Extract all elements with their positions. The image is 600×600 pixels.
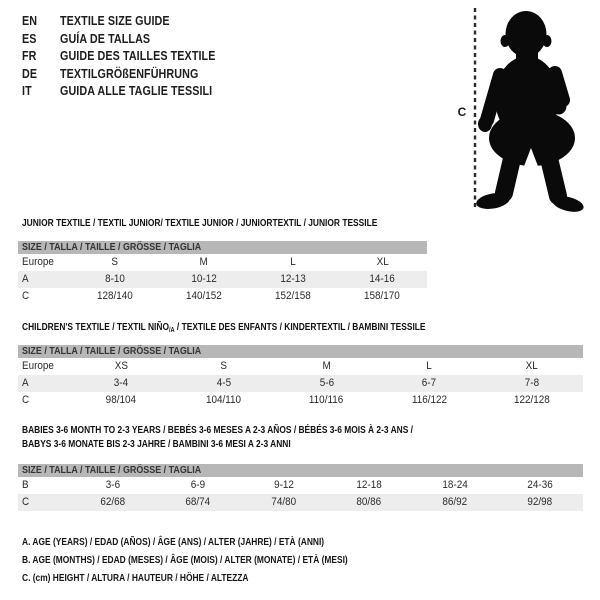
language-code [22,13,60,31]
size-value-cell [338,271,427,288]
section-title-line [22,321,583,335]
language-code-text: ES [22,31,37,46]
size-value-text: 10-12 [191,273,217,285]
size-value-cell [480,392,583,409]
size-value-text: 4-5 [216,377,232,389]
row-label [18,392,70,409]
section-title-text [22,321,426,338]
title-part: CHILDREN'S TEXTILE / TEXTIL NIÑO [22,321,169,333]
size-value-cell [498,477,584,494]
legend-line-text: A. AGE (YEARS) / EDAD (AÑOS) / ÂGE (ANS) / ALTER (JAHRE) / ETÀ (ANNI) [22,536,325,548]
size-value-text: 12-18 [356,479,382,491]
size-value-cell [249,288,338,305]
guide-title-text [60,83,241,101]
row-label [18,375,70,392]
size-value-cell [70,477,156,494]
table-row-c [18,392,583,409]
row-label-text: Europe [22,256,54,268]
legend-line-text: C. (cm) HEIGHT / ALTURA / HAUTEUR / HÖHE / ALTEZZA [22,572,249,584]
language-code [22,31,60,49]
size-value-cell [327,494,413,511]
size-value-text: 86/92 [442,496,468,508]
section-title-line [22,424,583,438]
guide-title-text [60,48,241,66]
size-value-cell [70,288,159,305]
row-label [18,254,70,271]
row-label-text: A [22,273,29,285]
measurement-legend [22,533,429,587]
row-label [18,494,70,511]
size-value-cell [412,494,498,511]
size-value-text: 92/98 [527,496,553,508]
size-value-cell [480,375,583,392]
size-value-cell [378,358,481,375]
row-label-text: B [22,479,29,491]
size-value-cell [338,254,427,271]
size-value-text: 98/104 [106,394,137,406]
size-table [18,464,583,511]
size-table [18,345,583,409]
guide-title-inner: TEXTILE SIZE GUIDE [60,14,170,28]
size-value-text: 68/74 [185,496,211,508]
size-value-cell [159,271,248,288]
size-header-text: SIZE / TALLA / TAILLE / GRÖSSE / TAGLIA [22,345,202,357]
size-header-band [18,241,427,254]
size-value-text: 9-12 [273,479,294,491]
size-value-text: 24-36 [527,479,553,491]
size-value-cell [70,254,159,271]
language-code [22,66,60,84]
language-code-text: EN [22,14,38,28]
size-value-cell [275,375,378,392]
size-value-cell [70,271,159,288]
language-code-text: FR [22,49,37,63]
section-children [18,321,583,409]
size-value-cell [156,477,242,494]
size-value-cell [338,288,427,305]
size-value-text: 122/128 [513,394,550,406]
size-value-text: 12-13 [280,273,306,285]
language-row [22,31,241,49]
size-value-text: M [199,256,208,268]
size-value-cell [173,392,276,409]
size-value-cell [241,477,327,494]
size-value-cell [70,375,173,392]
size-value-text: 3-4 [114,377,129,389]
guide-title-text [60,31,241,49]
guide-title-text [60,66,241,84]
size-header-band [18,345,583,358]
size-value-text: S [111,256,118,268]
section-title-line [22,438,583,452]
language-row [22,66,241,84]
title-part: BABIES 3-6 MONTH TO 2-3 YEARS / BEBÉS 3-6 MESES A 2-3 AÑOS / BÉBÉS 3-6 MOIS À 2-3 ANS / [22,424,414,436]
size-header-band [18,464,583,477]
size-value-cell [173,375,276,392]
size-value-cell [159,254,248,271]
size-value-text: 7-8 [524,377,539,389]
size-value-cell [156,494,242,511]
size-value-cell [241,494,327,511]
size-value-text: S [220,360,228,372]
size-value-text: XL [525,360,538,372]
size-value-text: 6-7 [421,377,437,389]
title-subscript: /A [168,327,175,334]
size-value-text: 14-16 [369,273,396,285]
section-junior [18,217,427,305]
legend-line [22,551,429,569]
table-row-c [18,494,583,511]
size-value-cell [275,358,378,375]
section-title-text [22,424,413,438]
row-label-text: C [22,290,30,302]
size-value-text: 6-9 [191,479,206,491]
toddler-silhouette [475,11,585,215]
size-value-cell [249,271,338,288]
row-label-text: C [22,496,30,508]
size-value-text: 140/152 [185,290,222,302]
size-value-text: 5-6 [319,377,334,389]
language-code [22,83,60,101]
section-title-line [22,217,427,231]
size-value-cell [412,477,498,494]
size-value-cell [378,375,481,392]
language-code [22,48,60,66]
table-row-b [18,477,583,494]
size-value-text: L [290,256,296,268]
row-label [18,477,70,494]
guide-title-inner: TEXTILGRÖßENFÜHRUNG [60,66,199,81]
language-title-list [22,13,241,101]
size-value-cell [173,358,276,375]
row-label-text: Europe [22,360,54,372]
size-value-text: 158/170 [364,290,401,302]
table-row-europe [18,358,583,375]
section-babies [18,424,583,511]
size-value-cell [249,254,338,271]
size-value-text: 18-24 [442,479,468,491]
guide-title-inner: GUÍA DE TALLAS [60,31,151,46]
section-title-text [22,217,377,231]
table-row-c [18,288,427,305]
section-title [22,217,427,231]
size-value-cell [480,358,583,375]
size-value-cell [70,358,173,375]
language-code-text: DE [22,66,38,81]
size-value-text: M [322,360,331,372]
size-value-text: 152/158 [275,290,312,302]
legend-line [22,533,429,551]
guide-title-inner: GUIDE DES TAILLES TEXTILE [60,49,216,63]
size-value-cell [159,288,248,305]
size-value-text: 8-10 [104,273,125,285]
size-table [18,241,427,305]
language-row [22,48,241,66]
row-label [18,271,70,288]
table-row-a [18,375,583,392]
size-value-text: 74/80 [271,496,297,508]
size-value-text: L [426,360,432,372]
size-value-text: 3-6 [105,479,120,491]
height-measure-label: C [457,105,467,119]
language-code-text: IT [22,84,32,98]
row-label-text: C [22,394,30,406]
section-title-text [22,438,291,452]
table-row-europe [18,254,427,271]
title-part: / TEXTILE DES ENFANTS / KINDERTEXTIL / BAMBINI TESSILE [174,321,426,333]
size-value-cell [378,392,481,409]
table-row-a [18,271,427,288]
size-header-text: SIZE / TALLA / TAILLE / GRÖSSE / TAGLIA [22,464,202,476]
title-part: JUNIOR TEXTILE / TEXTIL JUNIOR/ TEXTILE JUNIOR / JUNIORTEXTIL / JUNIOR TESSILE [22,217,378,229]
row-label [18,358,70,375]
size-header-text: SIZE / TALLA / TAILLE / GRÖSSE / TAGLIA [22,241,202,253]
title-part: BABYS 3-6 MONATE BIS 2-3 JAHRE / BAMBINI 3-6 MESI A 2-3 ANNI [22,437,291,450]
size-value-cell [70,494,156,511]
size-value-text: 62/68 [100,496,126,508]
size-value-text: XS [114,360,128,372]
size-value-text: 80/86 [356,496,382,508]
legend-line-text: B. AGE (MONTHS) / EDAD (MESES) / ÂGE (MOIS) / ALTER (MONATE) / ETÀ (MESI) [22,554,348,566]
guide-title-text [60,13,241,31]
section-title [22,321,583,335]
row-label-text: A [22,377,29,389]
size-value-text: XL [376,256,389,268]
guide-title-inner: GUIDA ALLE TAGLIE TESSILI [60,84,213,98]
language-row [22,83,241,101]
size-value-cell [70,392,173,409]
section-title [22,424,583,451]
size-value-cell [498,494,584,511]
size-value-text: 104/110 [206,394,242,406]
legend-line [22,569,429,587]
size-value-text: 116/122 [411,394,447,406]
size-value-cell [327,477,413,494]
size-value-text: 110/116 [309,394,344,406]
size-value-text: 128/140 [96,290,133,302]
size-value-cell [275,392,378,409]
row-label [18,288,70,305]
language-row [22,13,241,31]
